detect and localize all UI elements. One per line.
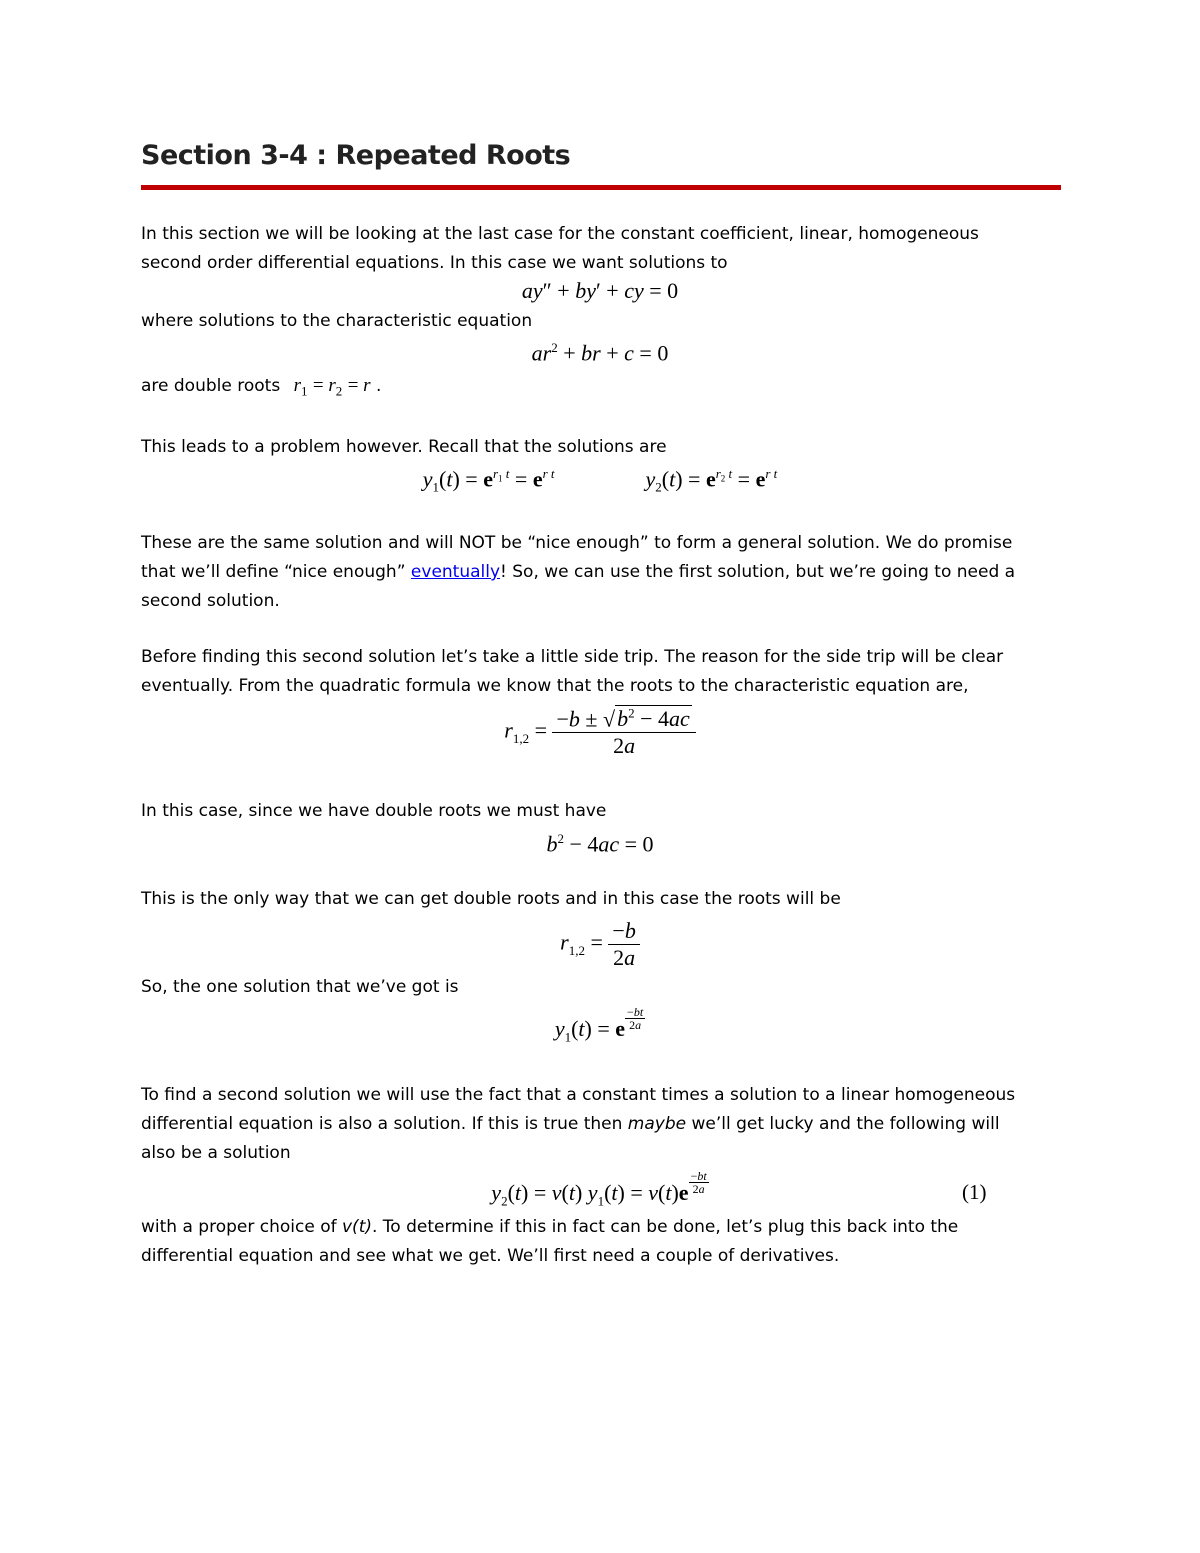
text-line: To find a second solution we will use the fact that a constant times a solution to a linear homogeneous — [141, 1085, 1016, 1105]
paragraph-side-trip — [141, 643, 1061, 701]
text-line: These are the same solution and will NOT be “nice enough” to form a general solution. We do promise — [141, 533, 1013, 553]
text-line: differential equation and see what we get. We’ll first need a couple of derivatives. — [141, 1246, 840, 1266]
paragraph-problem: This leads to a problem however. Recall that the solutions are — [141, 437, 667, 457]
equation-quadratic-formula: $r_{1,2}$ = $\frac{-b \pm √b^2 - 4ac}{2a}$ — [0, 706, 1200, 759]
title-underline — [141, 185, 1061, 190]
text-line: In this section we will be looking at the last case for the constant coefficient, linear, homogeneous — [141, 224, 979, 244]
text-line: second order differential equations. In this case we want solutions to — [141, 253, 728, 273]
text-line: differential equation is also a solution. If this is true then maybe we’ll get lucky and the following will — [141, 1114, 1000, 1134]
equation-number: (1) — [962, 1180, 987, 1204]
paragraph-intro — [141, 220, 1061, 278]
paragraph-only-way: This is the only way that we can get double roots and in this case the roots will be — [141, 889, 841, 909]
equation-characteristic: $ar^2$ + br + c = 0 — [531, 340, 669, 366]
equation-double-root: $r_{1,2}$ = $\frac{-b}{2a}$ — [0, 918, 1200, 971]
paragraph-one-solution: So, the one solution that we’ve got is — [141, 977, 459, 997]
text-line: second solution. — [141, 591, 280, 611]
text-line: eventually. From the quadratic formula we know that the roots to the characteristic equation are, — [141, 676, 969, 696]
equation-ode: ay″ + by′ + cy = 0 — [521, 278, 679, 303]
eventually-link[interactable]: eventually — [410, 562, 501, 582]
equation-discriminant: $b^2 - 4ac = 0$ — [546, 831, 654, 857]
text-line: with a proper choice of v(t). To determine if this in fact can be done, let’s plug this back into the — [141, 1217, 959, 1237]
paragraph-characteristic: where solutions to the characteristic equation — [141, 311, 533, 331]
paragraph-same-solution — [141, 529, 1061, 616]
paragraph-double-roots: are double roots $r_1 = r_2 = r$ . — [141, 375, 382, 399]
paragraph-proper-choice — [141, 1213, 1061, 1271]
equation-solutions: $y_1(t) = e^{r_1 t} = e^{r t}$ $y_2(t) = e^{r_2 t} = e^{r t}$ — [422, 466, 778, 495]
paragraph-double-roots-case: In this case, since we have double roots we must have — [141, 801, 607, 821]
text-line: that we’ll define “nice enough” eventually! So, we can use the first solution, but we’re going to need a — [141, 562, 1016, 582]
equation-first-solution: $y_1(t) = e$ $\frac{-bt}{2a}$ — [554, 1005, 644, 1045]
paragraph-second-solution — [141, 1081, 1061, 1168]
equation-guess: $y_2(t) = v(t) y_1(t) = v(t)e$ $\frac{-bt}{2a}$ — [491, 1169, 707, 1209]
text-line: also be a solution — [141, 1143, 291, 1163]
section-title: Section 3-4 : Repeated Roots — [141, 140, 571, 171]
text-line: Before finding this second solution let’s take a little side trip. The reason for the side trip will be clear — [141, 647, 1004, 667]
